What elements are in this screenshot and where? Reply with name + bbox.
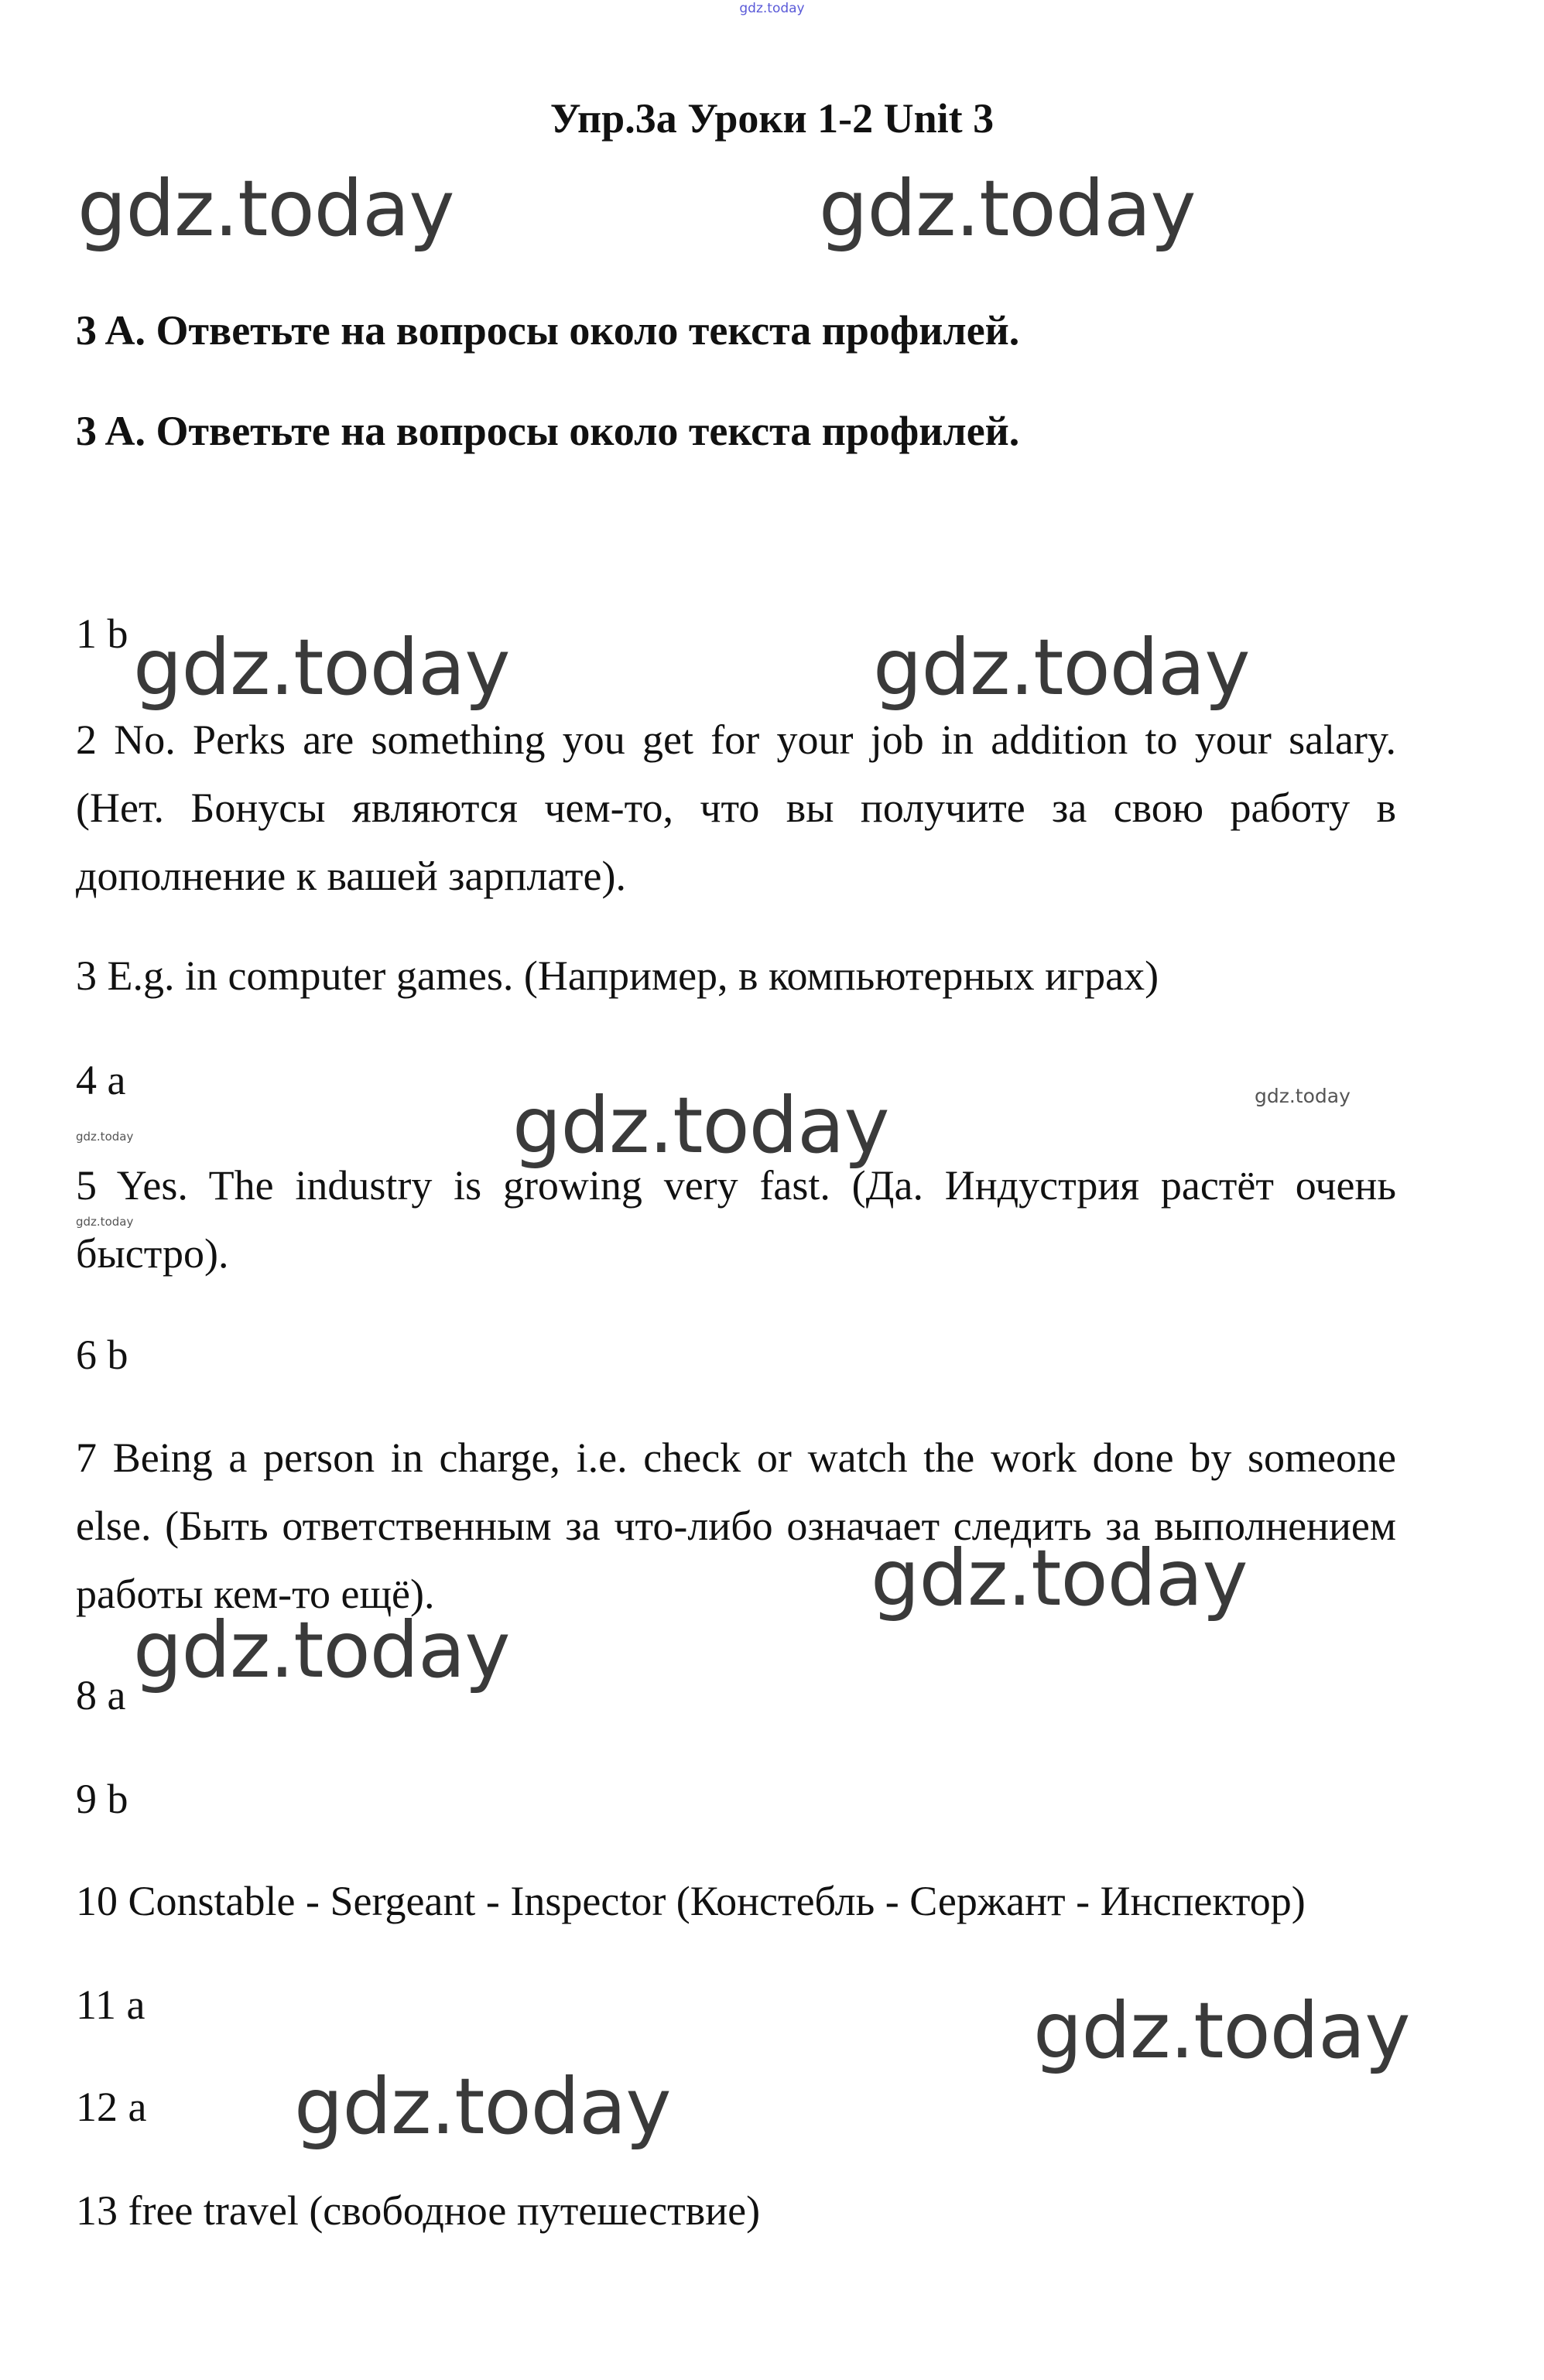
page-title: Упр.3а Уроки 1-2 Unit 3 [549, 95, 995, 142]
answer-5: 5 Yes. The industry is growing very fast. (Да. Индустрия растёт очень быстро). [76, 1162, 1396, 1277]
answer-9: 9 b [76, 1776, 128, 1822]
watermark-top: gdz.today [739, 1, 805, 16]
answer-13: 13 free travel (свободное путешествие) [76, 2187, 761, 2234]
answer-12: 12 a [76, 2084, 147, 2130]
watermark: gdz.today [873, 622, 1250, 713]
answer-6: 6 b [76, 1332, 128, 1378]
watermark-small: gdz.today [1255, 1085, 1351, 1107]
watermark: gdz.today [871, 1533, 1248, 1623]
watermark-tiny: gdz.today [76, 1130, 134, 1144]
answer-2: 2 No. Perks are something you get for your job in addition to your salary. (Нет. Бонусы являются чем-то, что вы получите за свою работу в дополнение к вашей зарплате). [76, 716, 1396, 899]
watermark-tiny: gdz.today [76, 1215, 134, 1229]
watermark: gdz.today [133, 622, 510, 713]
watermark: gdz.today [133, 1605, 510, 1695]
watermark: gdz.today [819, 163, 1196, 254]
watermark: gdz.today [294, 2061, 671, 2152]
watermark: gdz.today [1033, 1985, 1410, 2076]
answer-1: 1 b [76, 610, 128, 657]
watermark: gdz.today [77, 163, 454, 254]
section-heading: 3 A. Ответьте на вопросы около текста профилей. [76, 408, 1020, 454]
answer-10: 10 Constable - Sergeant - Inspector (Констебль - Сержант - Инспектор) [76, 1878, 1306, 1924]
section-heading: 3 A. Ответьте на вопросы около текста профилей. [76, 307, 1020, 354]
answer-11: 11 a [76, 1982, 145, 2028]
watermark: gdz.today [512, 1080, 889, 1171]
answer-4: 4 a [76, 1057, 126, 1103]
answer-3: 3 E.g. in computer games. (Например, в компьютерных играх) [76, 952, 1159, 999]
answer-7: 7 Being a person in charge, i.e. check or watch the work done by someone else. (Быть ответственным за что-либо означает следить за выполнением работы кем-то ещё). [76, 1434, 1396, 1617]
answer-8: 8 a [76, 1672, 126, 1718]
